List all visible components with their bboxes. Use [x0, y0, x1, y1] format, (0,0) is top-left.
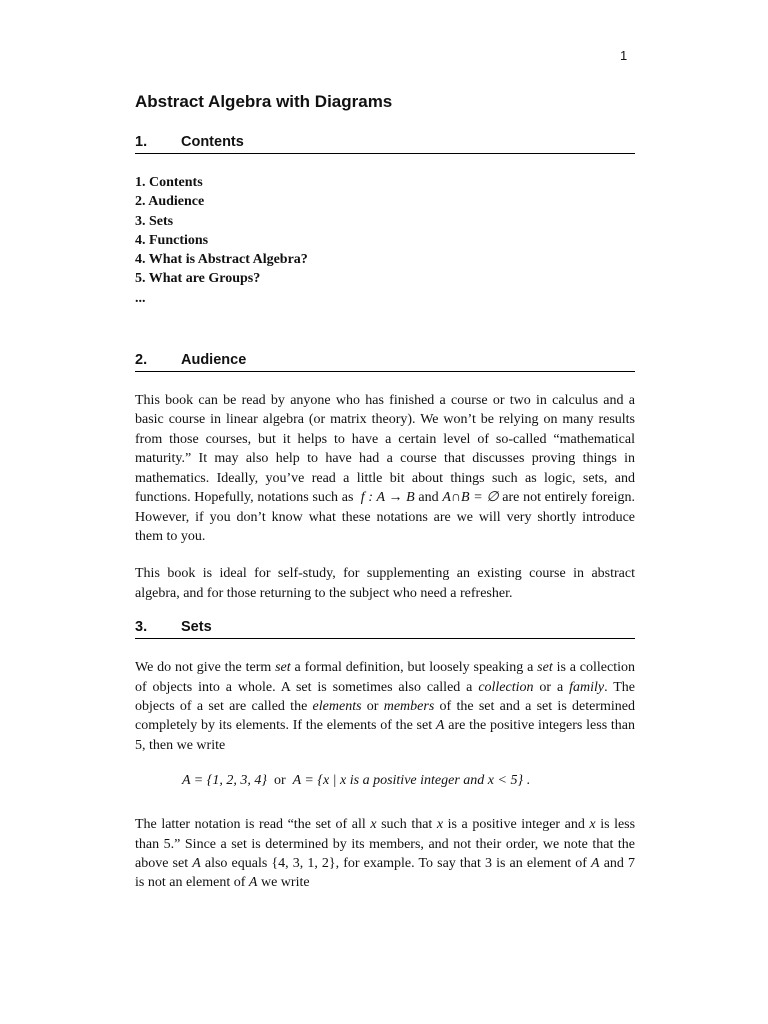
- emphasis: elements: [312, 698, 362, 714]
- emphasis: set: [537, 660, 553, 676]
- sets-paragraph-2: [135, 815, 635, 893]
- text-run: are the positive integers less than 5, then we write: [135, 718, 636, 753]
- text-run: a formal definition, but loosely speaking a: [294, 660, 534, 676]
- math-variable: x: [589, 817, 596, 833]
- section-number: 3.: [135, 619, 148, 636]
- math-variable: x: [370, 817, 377, 833]
- section-title: Sets: [181, 619, 212, 636]
- math-variable: A: [435, 718, 445, 734]
- text-run: and: [418, 490, 439, 506]
- section-title: Contents: [181, 134, 244, 150]
- text-run: is a collection of objects into a whole. A set is sometimes also called a: [135, 660, 636, 695]
- text-run: .: [526, 773, 531, 789]
- math-variable: x: [436, 817, 444, 833]
- text-run: are not entirely foreign. However, if you don’t know what these notations are we will very shortly introduce them to you.: [135, 490, 636, 544]
- section-number: 1.: [135, 134, 148, 150]
- math-variable: A: [591, 855, 600, 871]
- text-run: This book can be read by anyone who has finished a course or two in calculus and a basic course in linear algebra (or matrix theory). We won’t be relying on many results from those courses, but it helps to have a certain level of so-called “mathematical maturity.” It may also help to have had a course that discusses proving things in mathematics. Ideally, you’ve read a little bit about things such as logic, sets, and functions. Hopefully, notations such as: [135, 393, 635, 506]
- text-run: and 7 is not an element of: [135, 855, 636, 891]
- math-expression: f : A → B: [360, 490, 415, 506]
- table-of-contents: [135, 173, 635, 308]
- text-run: We do not give the term: [135, 660, 272, 676]
- audience-paragraph-1: [135, 391, 635, 546]
- text-run: or: [366, 698, 379, 714]
- math-expression: A = {1, 2, 3, 4}: [182, 773, 267, 789]
- toc-item: 3. Sets: [135, 213, 174, 229]
- emphasis: collection: [478, 679, 534, 695]
- text-run: , for example. To say that 3 is an element of: [335, 855, 587, 871]
- section-heading-audience: [135, 352, 635, 372]
- sets-paragraph-1: [135, 658, 635, 755]
- math-expression: A = {x | x is a positive integer and x < 5}: [292, 773, 524, 789]
- page-number: 1: [620, 48, 628, 63]
- toc-item: ...: [135, 290, 146, 306]
- toc-item: 4. What is Abstract Algebra?: [135, 252, 308, 268]
- text-run: or a: [539, 679, 564, 695]
- toc-item: 1. Contents: [135, 175, 203, 190]
- math-variable: A: [248, 875, 258, 891]
- math-variable: A: [192, 855, 201, 871]
- document-title: Abstract Algebra with Diagrams: [135, 92, 393, 111]
- page-content: [135, 92, 635, 911]
- text-run: The latter notation is read “the set of all: [135, 817, 366, 833]
- emphasis: family: [569, 679, 605, 695]
- toc-item: 2. Audience: [135, 194, 205, 210]
- text-run: of the set and a set is determined completely by its elements. If the elements of the set: [135, 698, 636, 734]
- text-run: such that: [381, 817, 433, 833]
- text-run: is less than 5.” Since a set is determined by its members, and not their order, we note that the above set: [135, 817, 636, 871]
- toc-item: 4. Functions: [135, 232, 209, 248]
- text-run: . The objects of a set are called the: [135, 679, 636, 714]
- emphasis: members: [383, 698, 435, 714]
- math-expression: A∩B = ∅: [442, 490, 499, 506]
- text-run: also equals: [204, 855, 268, 871]
- text-run: we write: [260, 875, 310, 891]
- section-title: Audience: [181, 352, 247, 369]
- text-run: is a positive integer and: [447, 817, 585, 833]
- toc-item: 5. What are Groups?: [135, 271, 261, 287]
- set-notation-formula: [135, 773, 635, 789]
- section-heading-sets: [135, 619, 635, 639]
- audience-paragraph-2: This book is ideal for self-study, for supplementing an existing course in abstract algebra, and for those returning to the subject who need a refresher.: [135, 566, 635, 601]
- math-expression: {4, 3, 1, 2}: [271, 855, 336, 871]
- section-heading-contents: [135, 134, 635, 154]
- text-run: or: [273, 773, 286, 789]
- section-number: 2.: [135, 352, 148, 369]
- emphasis: set: [275, 660, 291, 676]
